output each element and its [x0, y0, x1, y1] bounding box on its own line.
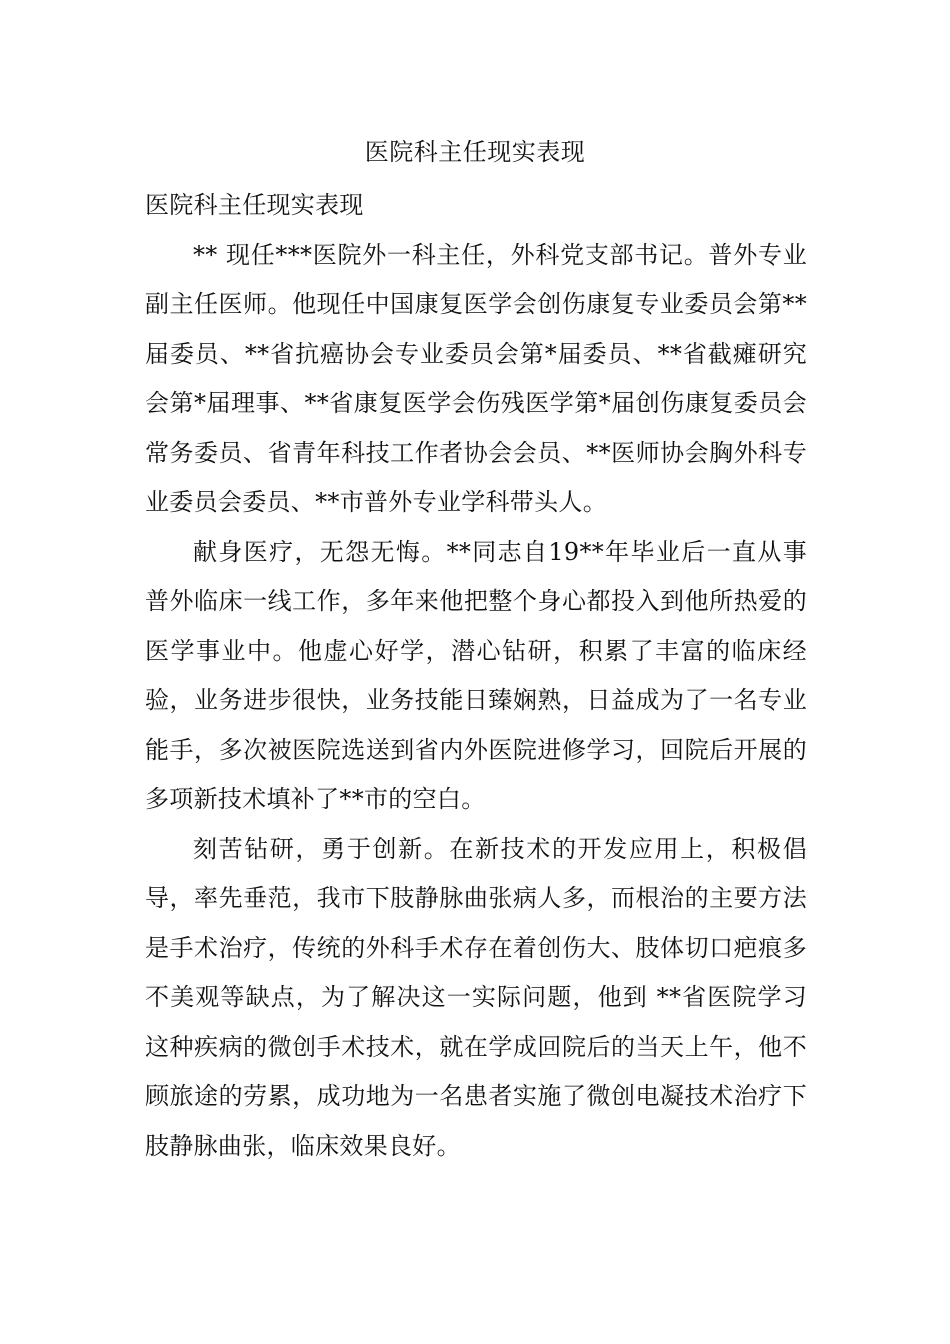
paragraph-dedication: 献身医疗，无怨无悔。**同志自19**年毕业后一直从事普外临床一线工作，多年来他把整个身心都投入到他所热爱的医学事业中。他虚心好学，潜心钻研，积累了丰富的临床经验，业务进步很快，业务技能日臻娴熟，日益成为了一名专业能手，多次被医院选送到省内外医院进修学习，回院后开展的多项新技术填补了**市的空白。: [145, 537, 807, 813]
document-subtitle: 医院科主任现实表现: [145, 191, 364, 219]
document-title: 医院科主任现实表现: [364, 138, 586, 166]
document-body: [145, 181, 807, 1171]
paragraph-current-position: ** 现任***医院外一科主任，外科党支部书记。普外专业副主任医师。他现任中国康复医学会创伤康复专业委员会第**届委员、**省抗癌协会专业委员会第*届委员、**省截瘫研究会第*届理事、**省康复医学会伤残医学第*届创伤康复委员会常务委员、省青年科技工作者协会会员、**医师协会胸外科专业委员会委员、**市普外专业学科带头人。: [145, 240, 807, 516]
paragraph-innovation: 刻苦钻研，勇于创新。在新技术的开发应用上，积极倡导，率先垂范，我市下肢静脉曲张病人多，而根治的主要方法是手术治疗，传统的外科手术存在着创伤大、肢体切口疤痕多不美观等缺点，为了解决这一实际问题，他到 **省医院学习这种疾病的微创手术技术，就在学成回院后的当天上午，他不顾旅途的劳累，成功地为一名患者实施了微创电凝技术治疗下肢静脉曲张，临床效果良好。: [145, 834, 807, 1160]
